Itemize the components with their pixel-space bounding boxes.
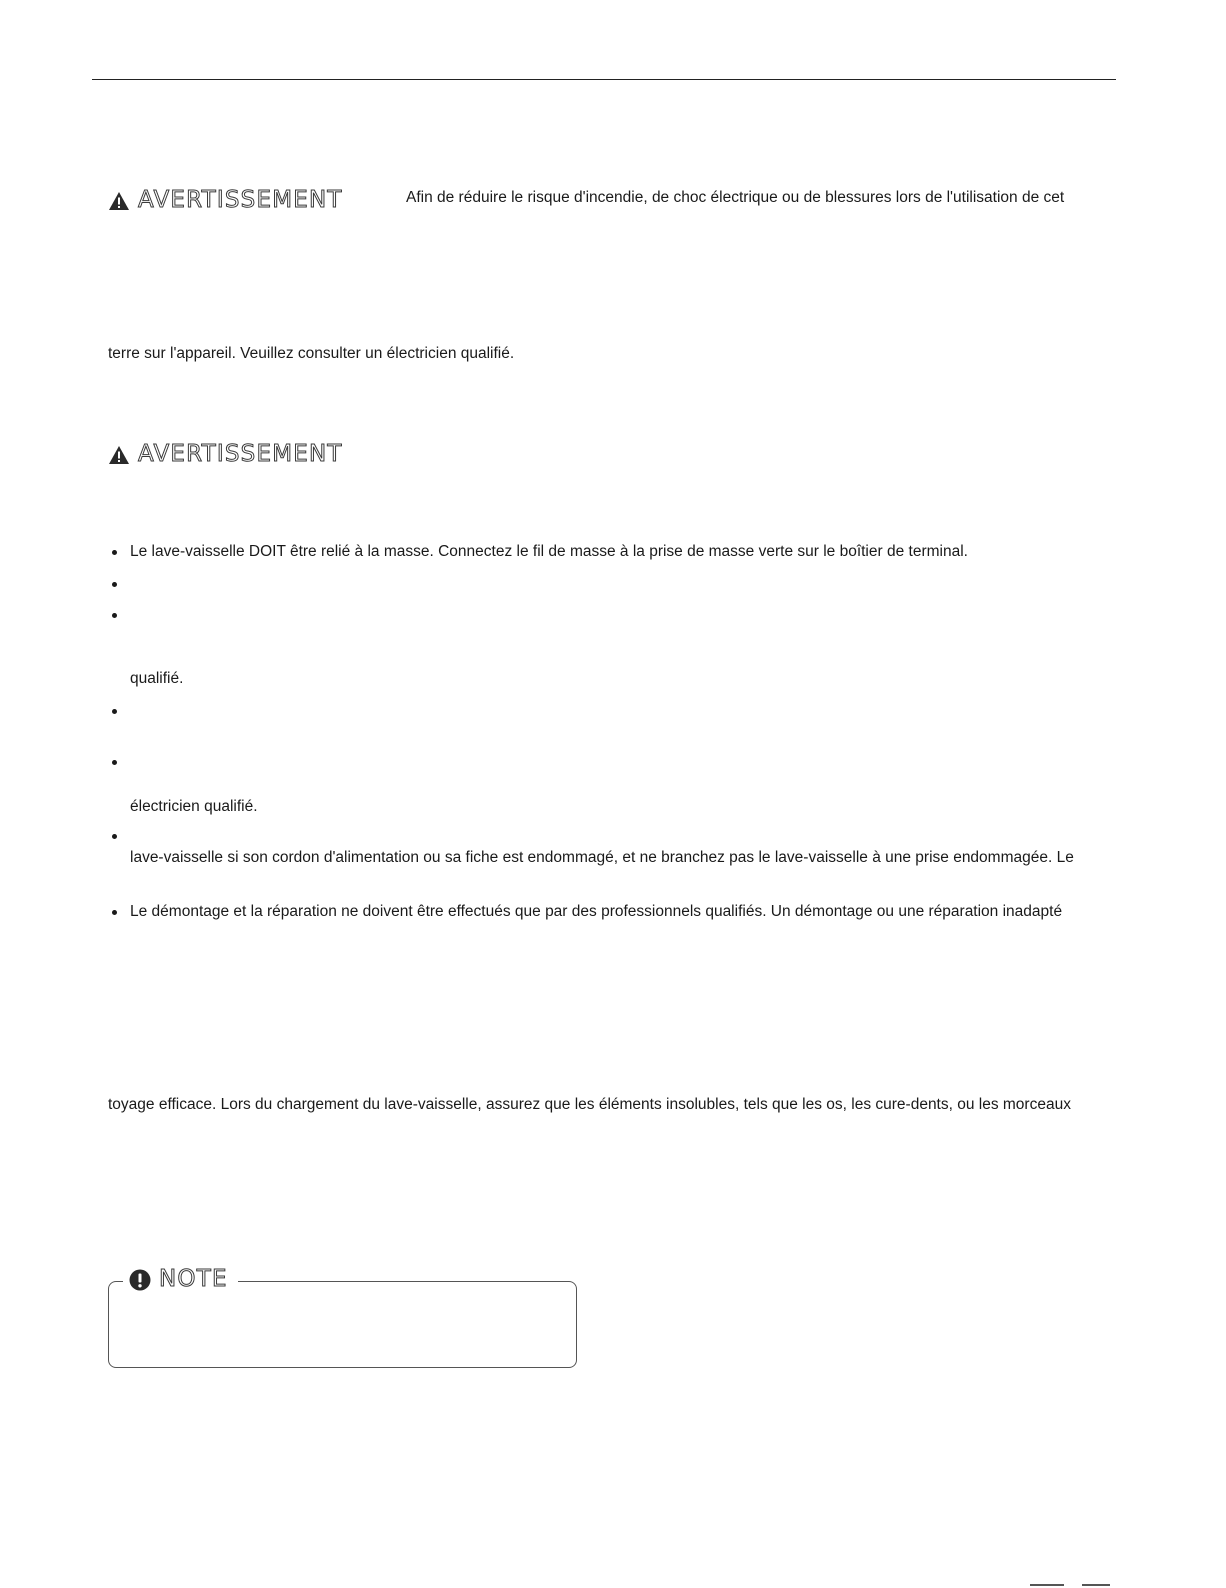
warning-triangle-icon	[108, 445, 130, 465]
bullet-item-repair: Le démontage et la réparation ne doivent être effectués que par des professionnels qualifiés. Un démontage ou une réparation inadapté	[130, 903, 1063, 920]
bullet-item-tail: qualifié.	[130, 670, 184, 687]
warning-triangle-icon	[108, 191, 130, 211]
bullet-dot	[112, 582, 117, 587]
warning-header-2	[108, 443, 343, 466]
note-box	[108, 1281, 577, 1368]
note-label: NOTE	[159, 1266, 228, 1292]
bullet-dot	[112, 834, 117, 839]
top-rule	[92, 79, 1116, 80]
bullet-dot	[112, 910, 117, 915]
footer-mark	[1082, 1584, 1110, 1586]
bullet-item-grounding: Le lave-vaisselle DOIT être relié à la masse. Connectez le fil de masse à la prise de masse verte sur le boîtier de terminal.	[130, 543, 968, 560]
bullet-dot	[112, 760, 117, 765]
bullet-item-power-cord: lave-vaisselle si son cordon d'alimentation ou sa fiche est endommagé, et ne branchez pas le lave-vaisselle à une prise endommagée. Le	[130, 849, 1074, 866]
note-header	[123, 1268, 238, 1291]
bullet-item-tail: électricien qualifié.	[130, 798, 258, 815]
warning-header-1	[108, 189, 343, 212]
bullet-dot	[112, 613, 117, 618]
warning-label: AVERTISSEMENT	[138, 187, 343, 213]
warning-label: AVERTISSEMENT	[138, 441, 343, 467]
bullet-dot	[112, 550, 117, 555]
bullet-dot	[112, 709, 117, 714]
loading-instructions-text: toyage efficace. Lors du chargement du lave-vaisselle, assurez que les éléments insolubles, tels que les os, les cure-dents, ou les morceaux	[108, 1096, 1071, 1113]
grounding-closing-text: terre sur l'appareil. Veuillez consulter un électricien qualifié.	[108, 345, 515, 362]
footer-mark	[1030, 1584, 1064, 1586]
exclamation-circle-icon	[129, 1269, 151, 1291]
warning-intro-text: Afin de réduire le risque d'incendie, de choc électrique ou de blessures lors de l'utilisation de cet	[406, 189, 1065, 206]
